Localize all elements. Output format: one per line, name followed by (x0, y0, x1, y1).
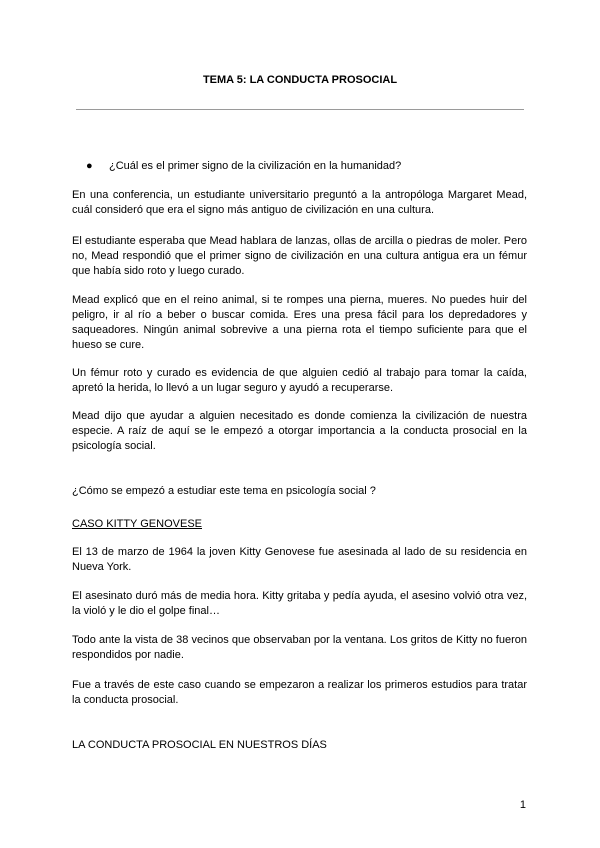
section-heading: LA CONDUCTA PROSOCIAL EN NUESTROS DÍAS (72, 739, 327, 751)
case-heading: CASO KITTY GENOVESE (72, 518, 202, 530)
bullet-question: ¿Cuál es el primer signo de la civilización en la humanidad? (109, 160, 402, 172)
paragraph-civilization: Mead dijo que ayudar a alguien necesitado es donde comienza la civilización de nuestra especie. A raíz de aquí se le empezó a otorgar importancia a la conducta prosocial en la psicología social. (72, 410, 527, 452)
question-study: ¿Cómo se empezó a estudiar este tema en psicología social ? (72, 485, 376, 497)
case-paragraph-date: El 13 de marzo de 1964 la joven Kitty Genovese fue asesinada al lado de su residencia en Nueva York. (72, 546, 527, 573)
paragraph-conference: En una conferencia, un estudiante universitario preguntó a la antropóloga Margaret Mead, cuál consideró que era el signo más antiguo de civilización en una cultura. (72, 189, 527, 216)
page-title: TEMA 5: LA CONDUCTA PROSOCIAL (202, 74, 398, 86)
case-paragraph-neighbors: Todo ante la vista de 38 vecinos que observaban por la ventana. Los gritos de Kitty no fueron respondidos por nadie. (72, 634, 527, 661)
page-number: 1 (519, 799, 526, 811)
paragraph-animal-kingdom: Mead explicó que en el reino animal, si te rompes una pierna, mueres. No puedes huir del peligro, ir al río a beber o buscar comida. Eres una presa fácil para los depredadores y saqueadores. Ningún animal sobrevive a una pierna rota el tiempo suficiente para que el hueso se cure. (72, 294, 527, 351)
paragraph-femur: Un fémur roto y curado es evidencia de que alguien cedió al trabajo para tomar la caída, apretó la herida, lo llevó a un lugar seguro y ayudó a recuperarse. (72, 367, 527, 394)
paragraph-expectation: El estudiante esperaba que Mead hablara de lanzas, ollas de arcilla o piedras de moler. Pero no, Mead respondió que el primer signo de civilización en una cultura antigua era un fémur que había sido roto y luego curado. (72, 235, 527, 277)
case-paragraph-studies: Fue a través de este caso cuando se empezaron a realizar los primeros estudios para tratar la conducta prosocial. (72, 679, 527, 706)
bullet-icon: ● (86, 160, 93, 172)
title-divider (76, 109, 524, 110)
case-paragraph-murder: El asesinato duró más de media hora. Kitty gritaba y pedía ayuda, el asesino volvió otra vez, la violó y le dio el golpe final… (72, 590, 527, 617)
